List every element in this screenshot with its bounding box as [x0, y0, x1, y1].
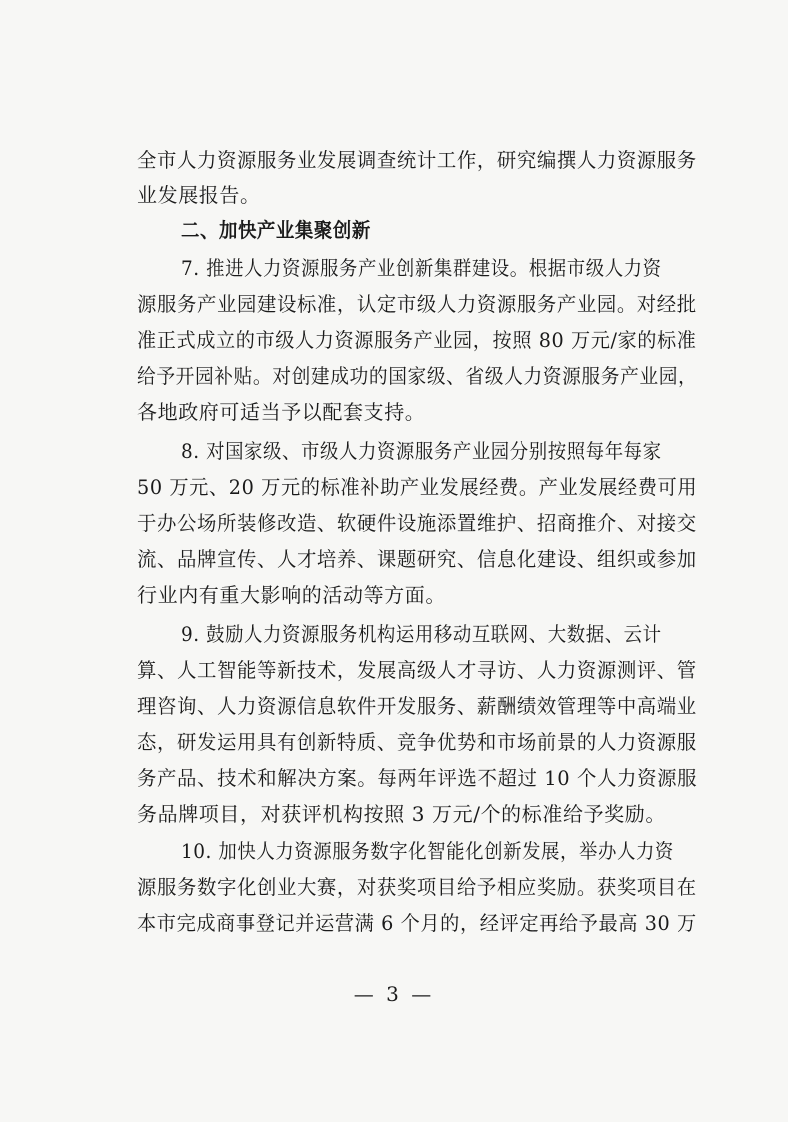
- paragraph-9-line: 态，研发运用具有创新特质、竞争优势和市场前景的人力资源服: [137, 730, 697, 754]
- paragraph-10-line: 10. 加快人力资源服务数字化智能化创新发展，举办人力资: [181, 839, 674, 863]
- paragraph-9-line: 理咨询、人力资源信息软件开发服务、薪酬绩效管理等中高端业: [137, 694, 697, 718]
- paragraph-8-line: 流、品牌宣传、人才培养、课题研究、信息化建设、组织或参加: [137, 547, 697, 571]
- paragraph-7-line: 源服务产业园建设标准，认定市级人力资源服务产业园。对经批: [137, 292, 697, 316]
- paragraph-9-line: 算、人工智能等新技术，发展高级人才寻访、人力资源测评、管: [137, 658, 697, 682]
- paragraph-8-line: 行业内有重大影响的活动等方面。: [137, 583, 446, 607]
- body-line: 业发展报告。: [137, 183, 261, 207]
- paragraph-10-line: 本市完成商事登记并运营满 6 个月的，经评定再给予最高 30 万: [137, 911, 697, 935]
- section-heading: 二、加快产业集聚创新: [181, 218, 371, 242]
- paragraph-7-line: 各地政府可适当予以配套支持。: [137, 400, 426, 424]
- paragraph-8-line: 50 万元、20 万元的标准补助产业发展经费。产业发展经费可用: [137, 475, 698, 499]
- paragraph-9-line: 务产品、技术和解决方案。每两年评选不超过 10 个人力资源服: [137, 766, 698, 790]
- body-line: 全市人力资源服务业发展调查统计工作，研究编撰人力资源服务: [137, 148, 697, 172]
- page-number: — 3 —: [353, 982, 435, 1006]
- paragraph-7-line: 准正式成立的市级人力资源服务产业园，按照 80 万元/家的标准: [137, 328, 697, 352]
- paragraph-10-line: 源服务数字化创业大赛，对获奖项目给予相应奖励。获奖项目在: [137, 875, 697, 899]
- paragraph-8-line: 于办公场所装修改造、软硬件设施添置维护、招商推介、对接交: [137, 511, 697, 535]
- paragraph-8-line: 8. 对国家级、市级人力资源服务产业园分别按照每年每家: [181, 439, 662, 463]
- paragraph-9-line: 务品牌项目，对获评机构按照 3 万元/个的标准给予奖励。: [137, 802, 666, 826]
- paragraph-7-line: 给予开园补贴。对创建成功的国家级、省级人力资源服务产业园，: [137, 364, 698, 388]
- paragraph-7-line: 7. 推进人力资源服务产业创新集群建设。根据市级人力资: [181, 256, 662, 280]
- paragraph-9-line: 9. 鼓励人力资源服务机构运用移动互联网、大数据、云计: [181, 622, 662, 646]
